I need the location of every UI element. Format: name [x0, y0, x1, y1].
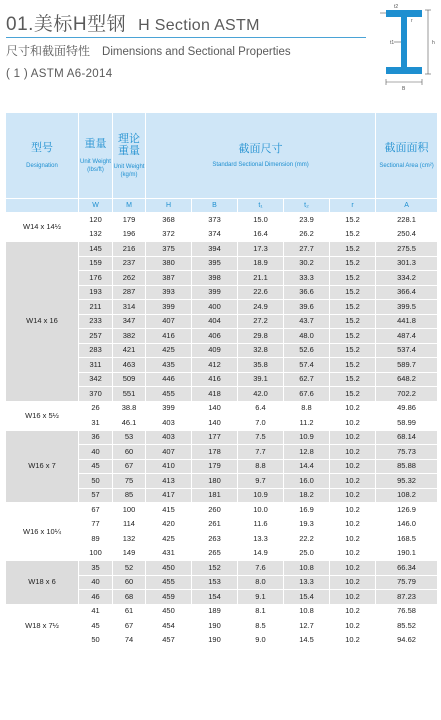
table-row: [6, 561, 438, 576]
header-unit-weight-kg: 理论重量 Unit Weight (kg/m): [113, 113, 146, 199]
table-cell: 67: [113, 459, 146, 474]
table-cell: 455: [146, 575, 192, 590]
table-cell: 179: [192, 459, 238, 474]
table-cell: 216: [113, 242, 146, 257]
table-cell: 87.23: [376, 590, 438, 605]
table-cell: 10.2: [330, 459, 376, 474]
table-cell: 10.2: [330, 619, 376, 634]
table-cell: 275.5: [376, 242, 438, 257]
table-cell: 15.2: [330, 242, 376, 257]
header-dimension: 截面尺寸 Standard Sectional Dimension (mm): [146, 113, 376, 199]
table-cell: 409: [192, 343, 238, 358]
table-cell: 415: [146, 503, 192, 518]
header-code: r: [330, 199, 376, 213]
table-cell: 257: [79, 329, 113, 344]
table-cell: 17.3: [238, 242, 284, 257]
table-cell: 417: [146, 488, 192, 503]
table-row: [6, 213, 438, 228]
table-cell: 22.2: [284, 532, 330, 547]
table-cell: 77: [79, 517, 113, 532]
table-cell: 406: [192, 329, 238, 344]
r-label: r: [411, 18, 413, 24]
table-cell: 7.0: [238, 416, 284, 431]
table-cell: 50: [79, 474, 113, 489]
t1-label: t1: [390, 40, 395, 46]
table-cell: 250.4: [376, 227, 438, 242]
table-cell: 45: [79, 619, 113, 634]
header-code: W: [79, 199, 113, 213]
table-cell: 190: [192, 633, 238, 648]
table-cell: 12.7: [284, 619, 330, 634]
table-cell: 145: [79, 242, 113, 257]
t2-label: t2: [394, 4, 399, 10]
table-cell: 50: [79, 633, 113, 648]
header-code: A: [376, 199, 438, 213]
table-row: [6, 401, 438, 416]
table-cell: 435: [146, 358, 192, 373]
spec-table: [5, 112, 438, 648]
table-cell: 410: [146, 459, 192, 474]
header-code: M: [113, 199, 146, 213]
table-cell: 190: [192, 619, 238, 634]
table-cell: 11.2: [284, 416, 330, 431]
table-cell: 399: [146, 300, 192, 315]
table-cell: 382: [113, 329, 146, 344]
table-cell: 425: [146, 343, 192, 358]
table-cell: 8.0: [238, 575, 284, 590]
table-cell: 85.88: [376, 459, 438, 474]
table-cell: 375: [146, 242, 192, 257]
table-cell: 58.99: [376, 416, 438, 431]
table-cell: 181: [192, 488, 238, 503]
table-cell: 446: [146, 372, 192, 387]
table-cell: 314: [113, 300, 146, 315]
table-cell: 10.2: [330, 474, 376, 489]
table-cell: 10.2: [330, 401, 376, 416]
table-cell: 13.3: [238, 532, 284, 547]
table-cell: 10.2: [330, 546, 376, 561]
table-cell: 380: [146, 256, 192, 271]
table-cell: 10.2: [330, 488, 376, 503]
table-row: [6, 430, 438, 445]
table-cell: 237: [113, 256, 146, 271]
table-cell: 10.2: [330, 430, 376, 445]
table-cell: 75: [113, 474, 146, 489]
table-cell: 387: [146, 271, 192, 286]
table-cell: 27.7: [284, 242, 330, 257]
header-area: 截面面积 Sectional Area (cm²): [376, 113, 438, 199]
table-cell: 394: [192, 242, 238, 257]
table-cell: 15.2: [330, 213, 376, 228]
table-cell: 9.1: [238, 590, 284, 605]
table-cell: 48.0: [284, 329, 330, 344]
table-cell: 459: [146, 590, 192, 605]
table-cell: 15.2: [330, 300, 376, 315]
table-cell: 399.5: [376, 300, 438, 315]
table-cell: 370: [79, 387, 113, 402]
table-cell: 39.6: [284, 300, 330, 315]
table-cell: 41: [79, 604, 113, 619]
table-cell: 11.6: [238, 517, 284, 532]
table-cell: 18.9: [238, 256, 284, 271]
b-label: B: [402, 86, 406, 90]
table-cell: 16.4: [238, 227, 284, 242]
table-cell: 39.1: [238, 372, 284, 387]
table-cell: 45: [79, 459, 113, 474]
table-cell: 8.8: [284, 401, 330, 416]
designation-cell: W18 x 6: [6, 561, 79, 605]
table-row: [6, 503, 438, 518]
table-cell: 15.4: [284, 590, 330, 605]
table-cell: 114: [113, 517, 146, 532]
table-cell: 21.1: [238, 271, 284, 286]
table-cell: 15.2: [330, 372, 376, 387]
table-cell: 36.6: [284, 285, 330, 300]
table-cell: 24.9: [238, 300, 284, 315]
table-cell: 10.2: [330, 604, 376, 619]
table-cell: 262: [113, 271, 146, 286]
table-cell: 168.5: [376, 532, 438, 547]
table-cell: 30.2: [284, 256, 330, 271]
table-cell: 13.3: [284, 575, 330, 590]
table-cell: 35.8: [238, 358, 284, 373]
table-cell: 14.5: [284, 633, 330, 648]
table-cell: 67: [79, 503, 113, 518]
table-cell: 68: [113, 590, 146, 605]
table-cell: 265: [192, 546, 238, 561]
table-cell: 23.9: [284, 213, 330, 228]
table-cell: 450: [146, 561, 192, 576]
table-cell: 100: [79, 546, 113, 561]
table-cell: 196: [113, 227, 146, 242]
table-cell: 10.2: [330, 416, 376, 431]
table-cell: 35: [79, 561, 113, 576]
table-cell: 342: [79, 372, 113, 387]
table-cell: 40: [79, 575, 113, 590]
table-cell: 15.2: [330, 256, 376, 271]
table-cell: 10.2: [330, 590, 376, 605]
table-cell: 61: [113, 604, 146, 619]
table-cell: 94.62: [376, 633, 438, 648]
subtitle-zh: 尺寸和截面特性: [6, 44, 91, 58]
table-cell: 16.9: [284, 503, 330, 518]
table-cell: 57.4: [284, 358, 330, 373]
table-cell: 177: [192, 430, 238, 445]
table-row: [6, 604, 438, 619]
table-cell: 412: [192, 358, 238, 373]
table-cell: 702.2: [376, 387, 438, 402]
table-cell: 189: [192, 604, 238, 619]
table-cell: 368: [146, 213, 192, 228]
table-cell: 10.9: [284, 430, 330, 445]
table-cell: 66.34: [376, 561, 438, 576]
table-cell: 53: [113, 430, 146, 445]
table-cell: 374: [192, 227, 238, 242]
table-cell: 413: [146, 474, 192, 489]
table-row: [6, 242, 438, 257]
table-cell: 455: [146, 387, 192, 402]
table-cell: 233: [79, 314, 113, 329]
table-cell: 416: [146, 329, 192, 344]
table-cell: 395: [192, 256, 238, 271]
table-cell: 6.4: [238, 401, 284, 416]
table-cell: 399: [146, 401, 192, 416]
table-cell: 126.9: [376, 503, 438, 518]
table-cell: 420: [146, 517, 192, 532]
header-designation: 型号 Designation: [6, 113, 79, 199]
designation-cell: W16 x 10¼: [6, 503, 79, 561]
table-cell: 95.32: [376, 474, 438, 489]
table-cell: 10.2: [330, 561, 376, 576]
table-cell: 76.58: [376, 604, 438, 619]
table-cell: 441.8: [376, 314, 438, 329]
table-cell: 36: [79, 430, 113, 445]
table-cell: 10.2: [330, 503, 376, 518]
table-cell: 179: [113, 213, 146, 228]
table-cell: 140: [192, 416, 238, 431]
table-cell: 193: [79, 285, 113, 300]
table-cell: 400: [192, 300, 238, 315]
table-cell: 67.6: [284, 387, 330, 402]
table-cell: 152: [192, 561, 238, 576]
table-cell: 454: [146, 619, 192, 634]
table-cell: 15.2: [330, 271, 376, 286]
table-cell: 263: [192, 532, 238, 547]
table-cell: 46: [79, 590, 113, 605]
table-cell: 537.4: [376, 343, 438, 358]
table-cell: 509: [113, 372, 146, 387]
header-unit-weight-lbs: 重量 Unit Weight (lbs/ft): [79, 113, 113, 199]
table-cell: 9.0: [238, 633, 284, 648]
h-section-diagram: [376, 2, 438, 90]
table-cell: 7.6: [238, 561, 284, 576]
table-cell: 12.8: [284, 445, 330, 460]
title-en: H Section ASTM: [138, 17, 260, 34]
table-cell: 416: [192, 372, 238, 387]
table-cell: 10.8: [284, 561, 330, 576]
table-cell: 7.7: [238, 445, 284, 460]
table-cell: 393: [146, 285, 192, 300]
table-cell: 211: [79, 300, 113, 315]
table-cell: 108.2: [376, 488, 438, 503]
table-cell: 15.2: [330, 227, 376, 242]
header-designation-spacer: [6, 199, 79, 213]
table-cell: 26.2: [284, 227, 330, 242]
table-cell: 75.79: [376, 575, 438, 590]
header-code: H: [146, 199, 192, 213]
table-cell: 60: [113, 445, 146, 460]
table-cell: 404: [192, 314, 238, 329]
table-cell: 301.3: [376, 256, 438, 271]
table-cell: 463: [113, 358, 146, 373]
table-cell: 85: [113, 488, 146, 503]
table-cell: 347: [113, 314, 146, 329]
table-cell: 311: [79, 358, 113, 373]
page-title: [6, 9, 260, 36]
table-cell: 10.0: [238, 503, 284, 518]
table-cell: 403: [146, 416, 192, 431]
designation-cell: W14 x 14½: [6, 213, 79, 242]
table-cell: 75.73: [376, 445, 438, 460]
table-cell: 10.2: [330, 445, 376, 460]
table-cell: 180: [192, 474, 238, 489]
table-cell: 487.4: [376, 329, 438, 344]
table-cell: 15.2: [330, 358, 376, 373]
table-cell: 372: [146, 227, 192, 242]
table-cell: 10.2: [330, 517, 376, 532]
table-cell: 7.5: [238, 430, 284, 445]
designation-cell: W16 x 5½: [6, 401, 79, 430]
table-cell: 398: [192, 271, 238, 286]
table-cell: 287: [113, 285, 146, 300]
table-cell: 15.2: [330, 285, 376, 300]
table-cell: 260: [192, 503, 238, 518]
table-cell: 62.7: [284, 372, 330, 387]
table-cell: 10.2: [330, 575, 376, 590]
table-cell: 15.2: [330, 329, 376, 344]
table-cell: 9.7: [238, 474, 284, 489]
table-cell: 403: [146, 430, 192, 445]
table-cell: 40: [79, 445, 113, 460]
table-cell: 283: [79, 343, 113, 358]
table-cell: 14.4: [284, 459, 330, 474]
table-cell: 57: [79, 488, 113, 503]
table-cell: 15.0: [238, 213, 284, 228]
table-cell: 19.3: [284, 517, 330, 532]
table-cell: 27.2: [238, 314, 284, 329]
table-cell: 159: [79, 256, 113, 271]
h-label: h: [432, 40, 435, 46]
table-cell: 551: [113, 387, 146, 402]
table-cell: 8.1: [238, 604, 284, 619]
table-cell: 407: [146, 445, 192, 460]
table-cell: 52: [113, 561, 146, 576]
table-cell: 85.52: [376, 619, 438, 634]
table-cell: 132: [113, 532, 146, 547]
header-code: t₁: [238, 199, 284, 213]
table-cell: 176: [79, 271, 113, 286]
table-cell: 153: [192, 575, 238, 590]
subtitle-en: Dimensions and Sectional Properties: [102, 46, 291, 58]
designation-cell: W18 x 7½: [6, 604, 79, 648]
table-cell: 29.8: [238, 329, 284, 344]
table-cell: 431: [146, 546, 192, 561]
table-cell: 60: [113, 575, 146, 590]
table-cell: 43.7: [284, 314, 330, 329]
table-cell: 31: [79, 416, 113, 431]
table-cell: 18.2: [284, 488, 330, 503]
table-cell: 10.8: [284, 604, 330, 619]
table-cell: 373: [192, 213, 238, 228]
table-cell: 10.9: [238, 488, 284, 503]
table-cell: 334.2: [376, 271, 438, 286]
table-cell: 132: [79, 227, 113, 242]
table-cell: 140: [192, 401, 238, 416]
title-zh: 01.美标H型钢: [6, 14, 127, 35]
table-cell: 8.8: [238, 459, 284, 474]
table-cell: 46.1: [113, 416, 146, 431]
table-cell: 648.2: [376, 372, 438, 387]
table-cell: 15.2: [330, 314, 376, 329]
page-subtitle: [6, 42, 291, 60]
table-cell: 418: [192, 387, 238, 402]
table-cell: 32.8: [238, 343, 284, 358]
table-cell: 8.5: [238, 619, 284, 634]
designation-cell: W14 x 16: [6, 242, 79, 402]
table-cell: 15.2: [330, 387, 376, 402]
table-cell: 407: [146, 314, 192, 329]
table-cell: 457: [146, 633, 192, 648]
table-cell: 14.9: [238, 546, 284, 561]
designation-cell: W16 x 7: [6, 430, 79, 503]
table-cell: 10.2: [330, 532, 376, 547]
header-code: t₂: [284, 199, 330, 213]
table-cell: 421: [113, 343, 146, 358]
table-cell: 52.6: [284, 343, 330, 358]
table-cell: 26: [79, 401, 113, 416]
table-cell: 38.8: [113, 401, 146, 416]
table-cell: 49.86: [376, 401, 438, 416]
table-cell: 89: [79, 532, 113, 547]
table-cell: 425: [146, 532, 192, 547]
table-cell: 33.3: [284, 271, 330, 286]
table-cell: 10.2: [330, 633, 376, 648]
header-code: B: [192, 199, 238, 213]
table-cell: 154: [192, 590, 238, 605]
table-cell: 228.1: [376, 213, 438, 228]
table-cell: 149: [113, 546, 146, 561]
table-cell: 74: [113, 633, 146, 648]
table-cell: 68.14: [376, 430, 438, 445]
table-cell: 100: [113, 503, 146, 518]
table-cell: 15.2: [330, 343, 376, 358]
title-rule: [6, 37, 366, 38]
table-cell: 190.1: [376, 546, 438, 561]
table-cell: 67: [113, 619, 146, 634]
table-cell: 178: [192, 445, 238, 460]
table-cell: 261: [192, 517, 238, 532]
table-cell: 450: [146, 604, 192, 619]
table-cell: 146.0: [376, 517, 438, 532]
table-cell: 120: [79, 213, 113, 228]
table-cell: 399: [192, 285, 238, 300]
table-cell: 22.6: [238, 285, 284, 300]
table-cell: 366.4: [376, 285, 438, 300]
table-cell: 589.7: [376, 358, 438, 373]
table-cell: 25.0: [284, 546, 330, 561]
table-cell: 16.0: [284, 474, 330, 489]
table-cell: 42.0: [238, 387, 284, 402]
standard-label: ( 1 ) ASTM A6-2014: [6, 68, 113, 80]
